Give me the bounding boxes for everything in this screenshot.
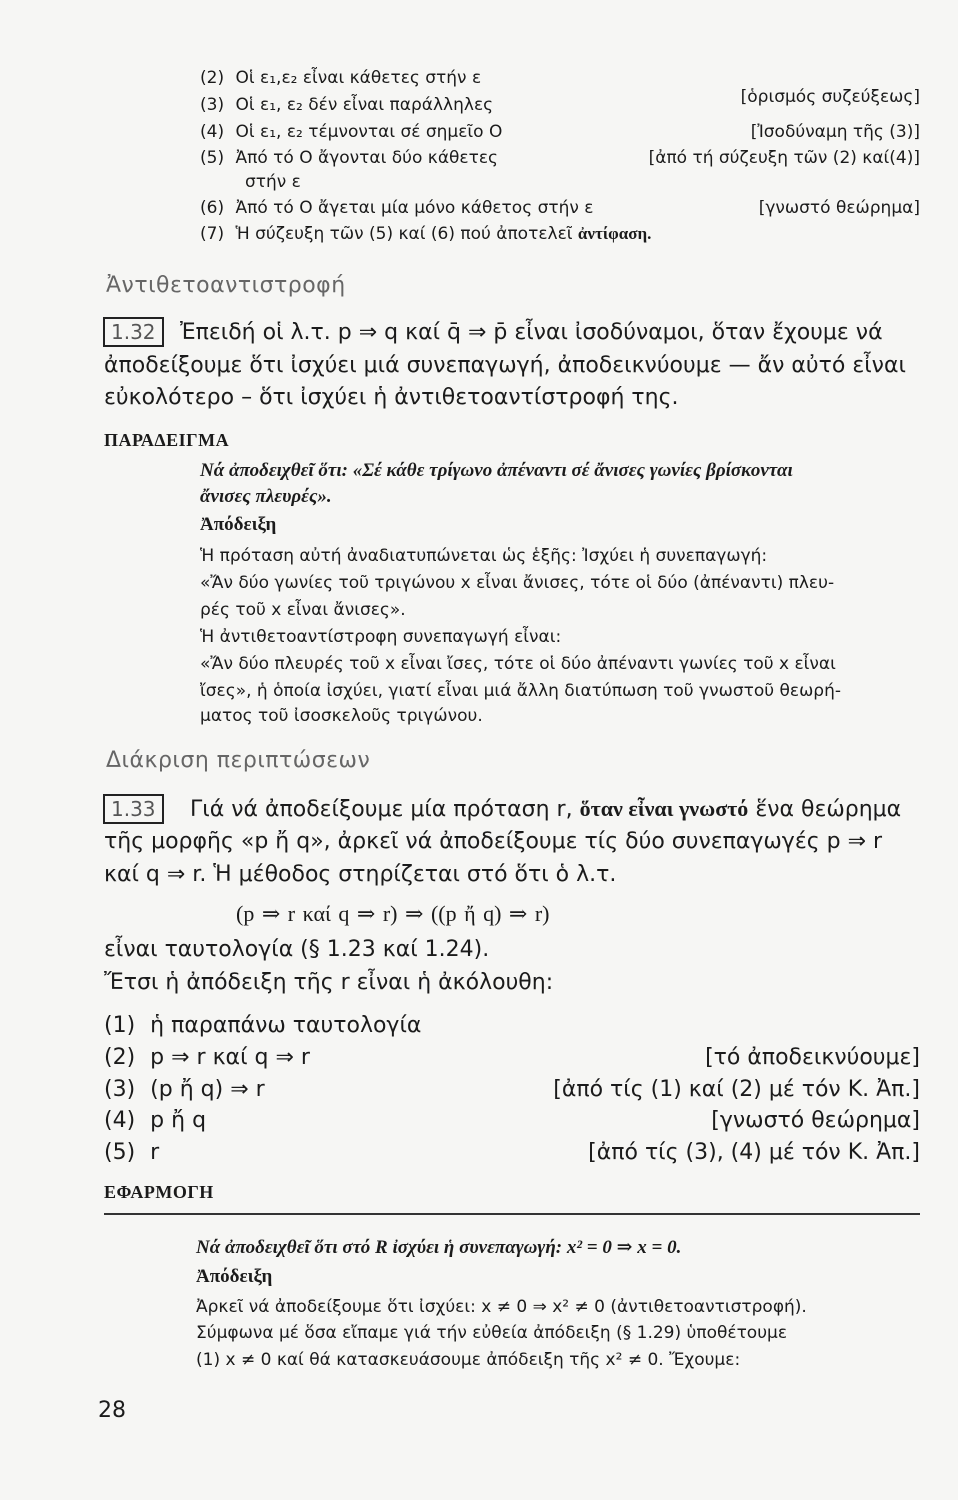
section-number-box: 1.32	[103, 317, 164, 347]
proof-line: ματος τοῦ ἰσοσκελοῦς τριγώνου.	[200, 706, 483, 726]
paragraph-line: Ἔτσι ἡ ἀπόδειξη τῆς r εἶναι ἡ ἀκόλουθη:	[104, 970, 554, 995]
proof-line: ἴσες», ἡ ὁποία ἰσχύει, γιατί εἶναι μιά ἄλλη διατύπωση τοῦ γνωστοῦ θεωρή-	[200, 681, 842, 701]
proof-line: Ἡ ἀντιθετοαντίστροφη συνεπαγωγή εἶναι:	[200, 627, 562, 647]
application-statement: Νά ἀποδειχθεῖ ὅτι στό R ἰσχύει ἡ συνεπαγωγή: x² = 0 ⇒ x = 0.	[196, 1237, 682, 1258]
step-1: (1) ἡ παραπάνω ταυτολογία	[104, 1013, 422, 1038]
proof-label: Ἀπόδειξη	[196, 1266, 273, 1287]
proof-label: Ἀπόδειξη	[200, 514, 277, 535]
section-number-box: 1.33	[103, 794, 164, 824]
list-note-3: [ὁρισμός συζεύξεως]	[740, 87, 920, 107]
paragraph-line: εἶναι ταυτολογία (§ 1.23 καί 1.24).	[104, 937, 490, 962]
proof-line: (1) x ≠ 0 καί θά κατασκευάσουμε ἀπόδειξη τῆς x² ≠ 0. Ἔχουμε:	[196, 1350, 741, 1370]
step-4: (4) p ἤ q	[104, 1108, 207, 1133]
divider-rule	[104, 1213, 920, 1215]
list-note-4: [Ἰσοδύναμη τῆς (3)]	[750, 122, 920, 142]
proof-line: Σύμφωνα μέ ὅσα εἴπαμε γιά τήν εὐθεία ἀπόδειξη (§ 1.29) ὑποθέτουμε	[196, 1323, 788, 1343]
list-item-2: (2) Οἱ ε₁,ε₂ εἶναι κάθετες στήν ε	[200, 68, 482, 88]
step-note-2: [τό ἀποδεικνύουμε]	[705, 1045, 920, 1070]
list-item-5: (5) Ἀπό τό Ο ἄγονται δύο κάθετες	[200, 148, 499, 168]
example-statement: Νά ἀποδειχθεῖ ὅτι: «Σέ κάθε τρίγωνο ἀπέναντι σέ ἄνισες γωνίες βρίσκονται	[200, 460, 793, 481]
paragraph-line: ἀποδείξουμε ὅτι ἰσχύει μιά συνεπαγωγή, ἀποδεικνύουμε — ἄν αὐτό εἶναι	[104, 353, 906, 378]
section-heading-case-analysis: Διάκριση περιπτώσεων	[106, 748, 371, 773]
proof-line: Ἀρκεῖ νά ἀποδείξουμε ὅτι ἰσχύει: x ≠ 0 ⇒ x² ≠ 0 (ἀντιθετοαντιστροφή).	[196, 1297, 807, 1317]
list-note-5: [ἀπό τή σύζευξη τῶν (2) καί(4)]	[648, 148, 920, 168]
list-item-7: (7) Ἡ σύζευξη τῶν (5) καί (6) πού ἀποτελεῖ ἀντίφαση.	[200, 224, 652, 244]
application-label: ΕΦΑΡΜΟΓΗ	[104, 1182, 214, 1202]
proof-line: «Ἄν δύο γωνίες τοῦ τριγώνου x εἶναι ἄνισες, τότε οἱ δύο (ἀπέναντι) πλευ-	[200, 573, 835, 593]
proof-line: ρές τοῦ x εἶναι ἄνισες».	[200, 600, 406, 620]
page-number: 28	[98, 1398, 126, 1423]
list-item-6: (6) Ἀπό τό Ο ἄγεται μία μόνο κάθετος στήν ε	[200, 198, 594, 218]
paragraph-line: καί q ⇒ r. Ἡ μέθοδος στηρίζεται στό ὅτι ὁ λ.τ.	[104, 862, 617, 887]
step-note-3: [ἀπό τίς (1) καί (2) μέ τόν Κ. Ἀπ.]	[553, 1077, 920, 1102]
paragraph-line: τῆς μορφῆς «p ἤ q», ἀρκεῖ νά ἀποδείξουμε τίς δύο συνεπαγωγές p ⇒ r	[104, 829, 883, 854]
list-item-4: (4) Οἱ ε₁, ε₂ τέμνονται σέ σημεῖο Ο	[200, 122, 503, 142]
step-note-5: [ἀπό τίς (3), (4) μέ τόν Κ. Ἀπ.]	[588, 1140, 920, 1165]
example-statement: ἄνισες πλευρές».	[200, 486, 332, 507]
step-3: (3) (p ἤ q) ⇒ r	[104, 1077, 265, 1102]
step-2: (2) p ⇒ r καί q ⇒ r	[104, 1045, 310, 1070]
step-note-4: [γνωστό θεώρημα]	[711, 1108, 920, 1133]
paragraph-line: Ἐπειδή οἱ λ.τ. p ⇒ q καί q̄ ⇒ p̄ εἶναι ἰσοδύναμοι, ὅταν ἔχουμε νά	[180, 320, 883, 345]
paragraph-line: εὐκολότερο – ὅτι ἰσχύει ἡ ἀντιθετοαντίστροφή της.	[104, 385, 679, 410]
tautology-formula: (p ⇒ r καί q ⇒ r) ⇒ ((p ἤ q) ⇒ r)	[236, 901, 550, 926]
example-label: ΠΑΡΑΔΕΙΓΜΑ	[104, 430, 230, 450]
proof-line: «Ἄν δύο πλευρές τοῦ x εἶναι ἴσες, τότε οἱ δύο ἀπέναντι γωνίες τοῦ x εἶναι	[200, 654, 836, 674]
section-heading-contrapositive: Ἀντιθετοαντιστροφή	[106, 273, 346, 298]
list-note-6: [γνωστό θεώρημα]	[758, 198, 920, 218]
paragraph-line: Γιά νά ἀποδείξουμε μία πρόταση r, ὅταν εἶναι γνωστό ἕνα θεώρημα	[190, 796, 902, 822]
list-item-5-cont: στήν ε	[245, 172, 301, 192]
step-5: (5) r	[104, 1140, 160, 1165]
proof-line: Ἡ πρόταση αὐτή ἀναδιατυπώνεται ὡς ἑξῆς: Ἰσχύει ἡ συνεπαγωγή:	[200, 546, 768, 566]
list-item-3: (3) Οἱ ε₁, ε₂ δέν εἶναι παράλληλες	[200, 95, 494, 115]
